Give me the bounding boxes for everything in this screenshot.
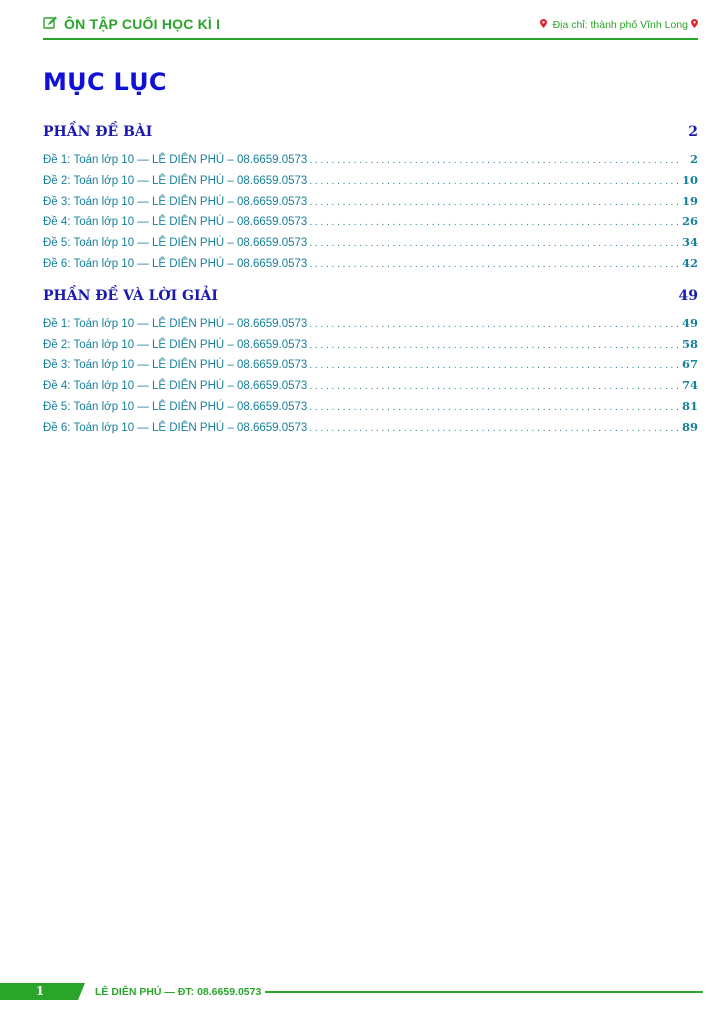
leader-dots	[309, 176, 678, 187]
toc-entry-page: 58	[681, 336, 698, 351]
toc-section-page: 49	[678, 287, 698, 304]
toc-entry-page: 42	[681, 255, 698, 270]
toc-section-label: PHẦN ĐỀ VÀ LỜI GIẢI	[43, 287, 218, 304]
leader-dots	[309, 360, 678, 371]
toc-section[interactable]	[43, 124, 698, 144]
toc-entry[interactable]	[43, 235, 698, 256]
toc-entry-text: Đề 1: Toán lớp 10 — LÊ DIÊN PHÚ – 08.6659.0573	[43, 154, 308, 166]
toc-section[interactable]	[43, 288, 698, 308]
toc-entries	[43, 316, 698, 441]
toc-entry-page: 74	[681, 378, 698, 393]
leader-dots	[309, 402, 678, 413]
toc-entry[interactable]	[43, 152, 698, 173]
toc-entry-page: 2	[689, 152, 698, 166]
leader-dots	[309, 259, 678, 270]
toc-entry-text: Đề 3: Toán lớp 10 — LÊ DIÊN PHÚ – 08.6659.0573	[43, 195, 308, 208]
edit-icon	[43, 16, 58, 32]
leader-dots	[309, 340, 678, 351]
toc-entry-page: 67	[681, 357, 698, 372]
leader-dots	[309, 197, 678, 208]
toc-entry-page: 10	[681, 172, 698, 187]
toc-entry-page: 26	[681, 214, 698, 229]
toc-section-page: 2	[688, 124, 698, 140]
toc-entry[interactable]	[43, 316, 698, 337]
toc-entry-text: Đề 6: Toán lớp 10 — LÊ DIÊN PHÚ – 08.6659.0573	[43, 257, 308, 270]
footer-author: LÊ DIÊN PHÚ — ĐT: 08.6659.0573	[95, 986, 262, 998]
footer-rule	[265, 991, 703, 993]
toc-entry-page: 89	[681, 419, 698, 434]
header-title: ÔN TẬP CUỐI HỌC KÌ I	[64, 16, 221, 32]
toc-entry[interactable]	[43, 399, 698, 420]
toc-section-label: PHẦN ĐỀ BÀI	[43, 124, 153, 140]
toc-entry-page: 81	[681, 398, 698, 413]
leader-dots	[309, 381, 678, 392]
toc-entry-page: 49	[681, 315, 698, 330]
header-left	[43, 16, 220, 32]
toc-entry-text: Đề 2: Toán lớp 10 — LÊ DIÊN PHÚ – 08.6659.0573	[43, 174, 308, 187]
toc-entry-page: 34	[681, 235, 698, 250]
leader-dots	[309, 319, 678, 330]
map-pin-icon	[540, 19, 547, 31]
toc-entry[interactable]	[43, 378, 698, 399]
toc-entry[interactable]	[43, 173, 698, 194]
header-address: Địa chỉ: thành phố Vĩnh Long	[552, 19, 688, 31]
toc-entry-text: Đề 4: Toán lớp 10 — LÊ DIÊN PHÚ – 08.6659.0573	[43, 216, 308, 229]
toc-entry[interactable]	[43, 357, 698, 378]
toc-entry[interactable]	[43, 214, 698, 235]
table-of-contents	[43, 124, 698, 452]
toc-entry-text: Đề 5: Toán lớp 10 — LÊ DIÊN PHÚ – 08.6659.0573	[43, 237, 308, 250]
toc-entry-text: Đề 4: Toán lớp 10 — LÊ DIÊN PHÚ – 08.6659.0573	[43, 380, 308, 393]
leader-dots	[309, 423, 678, 434]
header-right	[540, 19, 698, 31]
map-pin-icon	[691, 19, 698, 31]
toc-entry-page: 19	[681, 193, 698, 208]
leader-dots	[309, 155, 680, 166]
toc-entry[interactable]	[43, 420, 698, 441]
toc-entry-text: Đề 5: Toán lớp 10 — LÊ DIÊN PHÚ – 08.6659.0573	[43, 400, 308, 413]
page-number: 1	[35, 984, 45, 998]
toc-entry-text: Đề 2: Toán lớp 10 — LÊ DIÊN PHÚ – 08.6659.0573	[43, 338, 308, 351]
page-header	[43, 14, 698, 40]
toc-entry-text: Đề 3: Toán lớp 10 — LÊ DIÊN PHÚ – 08.6659.0573	[43, 359, 308, 372]
toc-title: MỤC LỤC	[43, 68, 167, 96]
toc-entries	[43, 152, 698, 277]
toc-entry[interactable]	[43, 194, 698, 215]
toc-entry-text: Đề 6: Toán lớp 10 — LÊ DIÊN PHÚ – 08.6659.0573	[43, 421, 308, 434]
toc-entry[interactable]	[43, 256, 698, 277]
leader-dots	[309, 217, 678, 228]
page-footer	[0, 983, 703, 1001]
toc-entry[interactable]	[43, 337, 698, 358]
leader-dots	[309, 238, 678, 249]
toc-entry-text: Đề 1: Toán lớp 10 — LÊ DIÊN PHÚ – 08.6659.0573	[43, 317, 308, 330]
